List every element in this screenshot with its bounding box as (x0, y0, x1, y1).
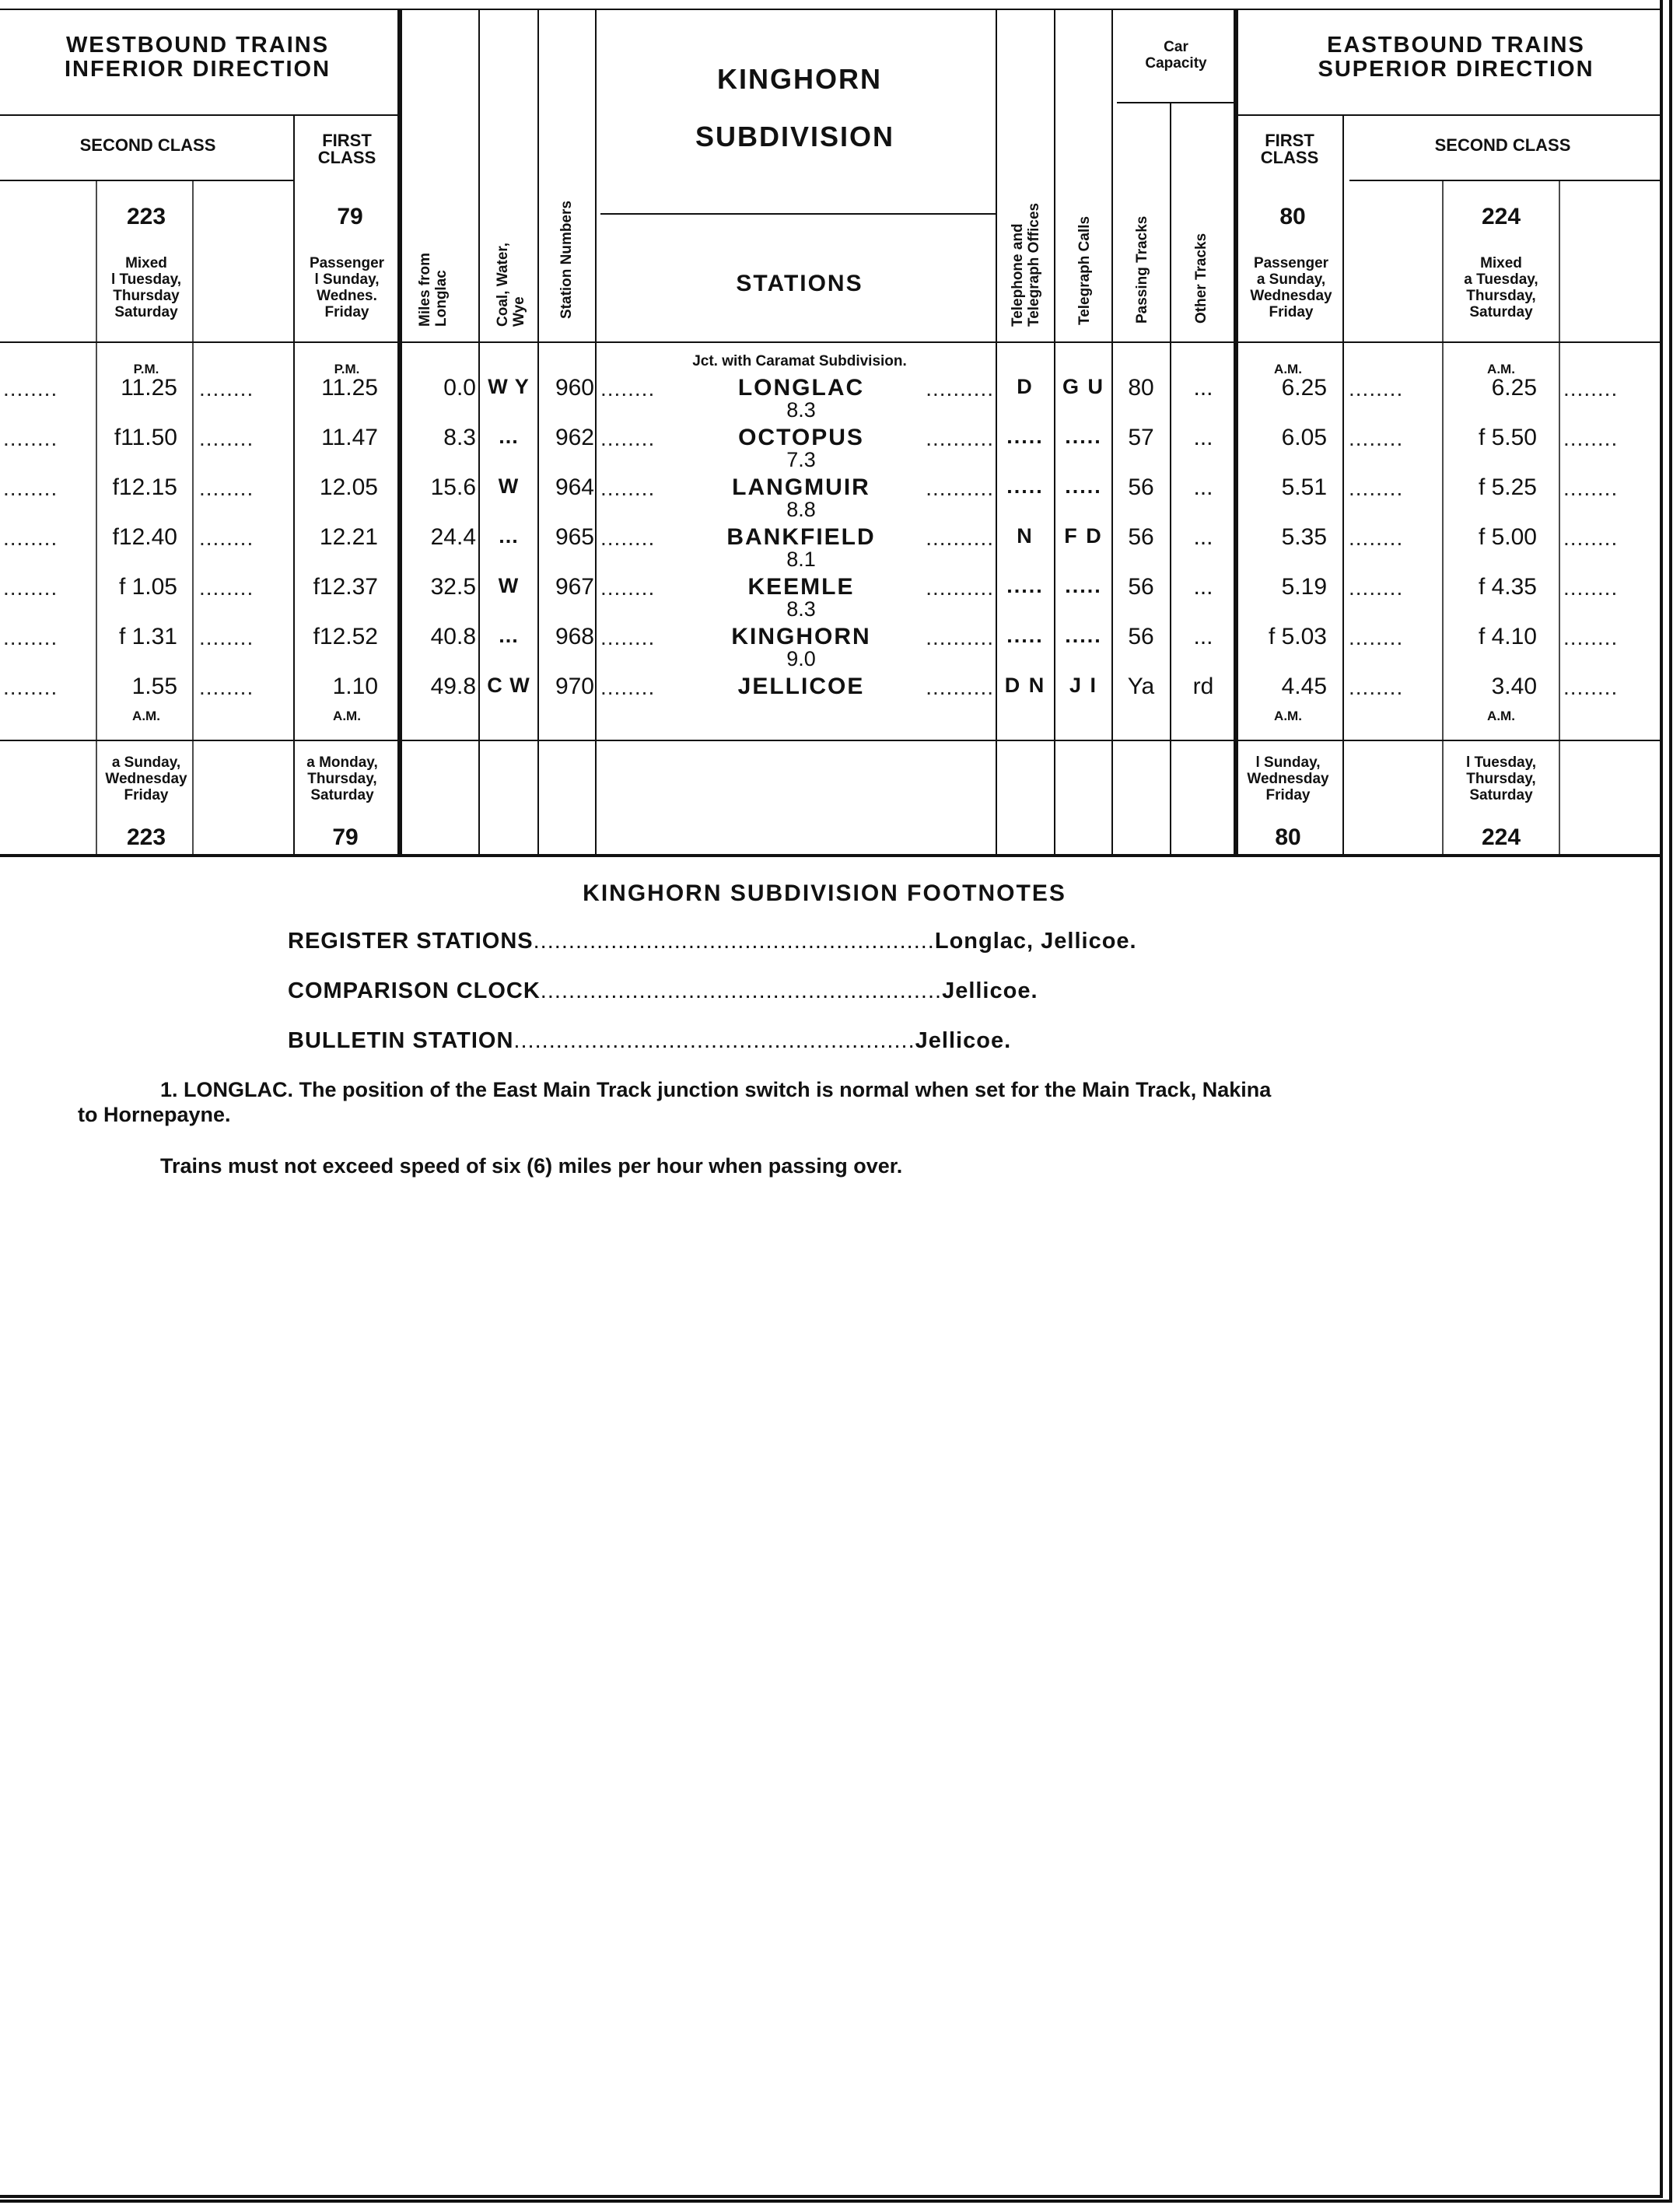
train-80-time: 5.19 (1281, 574, 1327, 600)
miles-value: 8.3 (443, 425, 476, 450)
station-name: OCTOPUS (738, 425, 864, 450)
telegraph-call-code: ..... (1065, 624, 1102, 647)
telephone-office-code: N (1017, 524, 1034, 548)
train-224-footer-days: l Tuesday, Thursday, Saturday (1465, 754, 1537, 803)
passing-tracks-value: 56 (1128, 524, 1154, 550)
dots-leader: ........ (199, 625, 254, 649)
train-224-time: f 5.50 (1478, 425, 1537, 450)
comparison-clock-line: COMPARISON CLOCK.........................................................Jellicoe. (288, 978, 1038, 1003)
train-223-time: f 1.31 (118, 624, 177, 649)
subdivision-title: KINGHORN (717, 63, 882, 95)
miles-value: 0.0 (443, 375, 476, 401)
station-name: LONGLAC (737, 375, 865, 401)
station-number: 970 (555, 674, 594, 699)
train-223-footer-number: 223 (126, 824, 166, 850)
other-tracks-value: ... (1193, 574, 1213, 600)
train-224-time: f 5.00 (1478, 524, 1537, 550)
train-223-time: f 1.05 (118, 574, 177, 600)
am-bottom-79: A.M. (333, 709, 361, 723)
dots-leader: ........ (600, 576, 656, 600)
dots-leader: ........ (1563, 426, 1619, 450)
train-223-time: f12.15 (112, 474, 177, 500)
dots-leader: ........ (199, 426, 254, 450)
dots-leader: ........ (600, 526, 656, 550)
distance-to-next: 9.0 (786, 647, 816, 670)
train-80-number: 80 (1279, 204, 1306, 229)
pm-label-79: P.M. (334, 362, 360, 376)
coal-water-heading: Coal, Water, Wye (495, 242, 527, 327)
train-224-time: f 4.35 (1478, 574, 1537, 600)
train-223-number: 223 (126, 204, 166, 229)
passing-tracks-value: 80 (1128, 375, 1154, 401)
subdivision-title-2: SUBDIVISION (695, 121, 895, 152)
dots-leader: .......... (926, 476, 994, 500)
passing-tracks-value: 57 (1128, 425, 1154, 450)
telegraph-call-code: F D (1064, 524, 1103, 548)
train-80-time: 5.51 (1281, 474, 1327, 500)
dots-leader: .......... (926, 376, 994, 401)
am-bottom-223: A.M. (132, 709, 160, 723)
junction-note: Jct. with Caramat Subdivision. (692, 353, 907, 369)
station-number: 967 (555, 574, 594, 600)
am-label-80: A.M. (1274, 362, 1302, 376)
train-223-time: f11.50 (114, 425, 177, 450)
passing-tracks-value: 56 (1128, 474, 1154, 500)
train-80-time: 5.35 (1281, 524, 1327, 550)
train-224-footer-number: 224 (1481, 824, 1521, 850)
second-class-east: SECOND CLASS (1434, 135, 1571, 155)
dots-leader: ........ (199, 476, 254, 500)
coal-water-value: W (498, 474, 520, 498)
dots-leader: ........ (199, 576, 254, 600)
station-numbers-heading: Station Numbers (558, 200, 575, 319)
station-name: JELLICOE (737, 674, 865, 699)
footnotes-title: KINGHORN SUBDIVISION FOOTNOTES (583, 880, 1066, 906)
telephone-heading: Telephone and Telegraph Offices (1010, 202, 1042, 327)
dots-leader: ........ (3, 576, 58, 600)
am-label-224: A.M. (1487, 362, 1515, 376)
miles-value: 49.8 (430, 674, 476, 699)
station-name: BANKFIELD (726, 524, 876, 550)
train-224-time: f 4.10 (1478, 624, 1537, 649)
train-79-footer-number: 79 (332, 824, 359, 850)
dots-leader: ........ (1349, 426, 1404, 450)
dots-leader: .......... (926, 576, 994, 600)
second-class-west: SECOND CLASS (79, 135, 216, 155)
footnote-1-line-2: to Hornepayne. (78, 1103, 231, 1126)
station-number: 962 (555, 425, 594, 450)
miles-value: 15.6 (430, 474, 476, 500)
miles-value: 40.8 (430, 624, 476, 649)
train-79-number: 79 (337, 204, 363, 229)
passing-tracks-value: Ya (1127, 674, 1155, 699)
dots-leader: ........ (600, 625, 656, 649)
dots-leader: ........ (1563, 625, 1619, 649)
coal-water-value: W (498, 574, 520, 597)
train-80-time: 6.25 (1281, 375, 1327, 401)
telephone-office-code: D (1017, 375, 1034, 398)
train-224-time: f 5.25 (1478, 474, 1537, 500)
train-224-time: 6.25 (1491, 375, 1537, 401)
train-80-footer-days: l Sunday, Wednesday Friday (1247, 754, 1329, 803)
dots-leader: .......... (926, 526, 994, 550)
train-79-time: 1.10 (332, 674, 378, 699)
train-79-time: f12.37 (313, 574, 378, 600)
telephone-office-code: ..... (1006, 574, 1044, 597)
dots-leader: ........ (1563, 526, 1619, 550)
miles-heading: Miles from Longlac (417, 252, 450, 327)
train-79-time: 11.25 (321, 375, 378, 401)
train-224-number: 224 (1481, 204, 1521, 229)
dots-leader: ........ (600, 675, 656, 699)
train-80-days: Passenger a Sunday, Wednesday Friday (1250, 255, 1332, 320)
train-80-time: 6.05 (1281, 425, 1327, 450)
train-79-days: Passenger l Sunday, Wednes. Friday (309, 255, 385, 320)
dots-leader: ........ (3, 426, 58, 450)
train-80-time: 4.45 (1281, 674, 1327, 699)
train-224-time: 3.40 (1491, 674, 1537, 699)
dots-leader: ........ (1563, 675, 1619, 699)
passing-tracks-value: 56 (1128, 574, 1154, 600)
first-class-west: FIRST CLASS (317, 131, 376, 167)
telegraph-call-code: ..... (1065, 474, 1102, 498)
coal-water-value: C W (487, 674, 530, 697)
telephone-office-code: ..... (1006, 425, 1044, 448)
coal-water-value: W Y (488, 375, 530, 398)
station-number: 964 (555, 474, 594, 500)
distance-to-next: 8.8 (786, 498, 816, 521)
distance-to-next: 7.3 (786, 448, 816, 471)
miles-value: 32.5 (430, 574, 476, 600)
other-tracks-value: ... (1193, 425, 1213, 450)
coal-water-value: ... (499, 524, 519, 548)
telegraph-calls-heading: Telegraph Calls (1076, 215, 1093, 325)
dots-leader: ........ (1563, 376, 1619, 401)
other-tracks-value: ... (1193, 375, 1213, 401)
station-name: LANGMUIR (732, 474, 870, 500)
bulletin-station-line: BULLETIN STATION.........................................................Jellicoe. (288, 1028, 1012, 1053)
station-number: 960 (555, 375, 594, 401)
dots-leader: ........ (199, 376, 254, 401)
dots-leader: ........ (3, 526, 58, 550)
telegraph-call-code: ..... (1065, 425, 1102, 448)
dots-leader: ........ (1349, 376, 1404, 401)
am-bottom-80: A.M. (1274, 709, 1302, 723)
train-79-footer-days: a Monday, Thursday, Saturday (306, 754, 378, 803)
telephone-office-code: ..... (1006, 624, 1044, 647)
telegraph-call-code: G U (1062, 375, 1105, 398)
dots-leader: ........ (3, 675, 58, 699)
dots-leader: ........ (1563, 476, 1619, 500)
dots-leader: ........ (199, 675, 254, 699)
coal-water-value: ... (499, 624, 519, 647)
dots-leader: ........ (199, 526, 254, 550)
passing-tracks-heading: Passing Tracks (1134, 215, 1150, 324)
other-tracks-value: ... (1193, 624, 1213, 649)
train-79-time: 12.05 (319, 474, 378, 500)
station-name: KINGHORN (731, 624, 871, 649)
dots-leader: ........ (3, 625, 58, 649)
dots-leader: ........ (600, 426, 656, 450)
dots-leader: ........ (3, 376, 58, 401)
coal-water-value: ... (499, 425, 519, 448)
miles-value: 24.4 (430, 524, 476, 550)
dots-leader: ........ (1349, 625, 1404, 649)
telegraph-call-code: ..... (1065, 574, 1102, 597)
dots-leader: .......... (926, 675, 994, 699)
station-number: 968 (555, 624, 594, 649)
train-223-days: Mixed l Tuesday, Thursday Saturday (110, 255, 182, 320)
other-tracks-heading: Other Tracks (1193, 233, 1209, 324)
telephone-office-code: D N (1004, 674, 1046, 697)
register-stations-line: REGISTER STATIONS.........................................................Longlac, Jellicoe. (288, 929, 1137, 954)
dots-leader: ........ (1349, 675, 1404, 699)
distance-to-next: 8.3 (786, 398, 816, 422)
train-223-time: 11.25 (121, 375, 177, 401)
eastbound-title: EASTBOUND TRAINS SUPERIOR DIRECTION (1318, 33, 1594, 82)
dots-leader: ........ (600, 376, 656, 401)
am-bottom-224: A.M. (1487, 709, 1515, 723)
train-79-time: 12.21 (319, 524, 378, 550)
train-223-footer-days: a Sunday, Wednesday Friday (105, 754, 187, 803)
other-tracks-value: ... (1193, 524, 1213, 550)
dots-leader: ........ (1349, 526, 1404, 550)
train-79-time: f12.52 (313, 624, 378, 649)
footnote-1-line-1: 1. LONGLAC. The position of the East Main Track junction switch is normal when set for the Main Track, Nakina (160, 1078, 1272, 1101)
dots-leader: .......... (926, 426, 994, 450)
train-223-time: 1.55 (131, 674, 177, 699)
pm-label-223: P.M. (133, 362, 159, 376)
footnote-2: Trains must not exceed speed of six (6) miles per hour when passing over. (160, 1154, 903, 1178)
train-224-days: Mixed a Tuesday, Thursday, Saturday (1464, 255, 1538, 320)
dots-leader: ........ (1349, 476, 1404, 500)
dots-leader: ........ (3, 476, 58, 500)
train-79-time: 11.47 (321, 425, 378, 450)
train-80-footer-number: 80 (1275, 824, 1301, 850)
other-tracks-value: ... (1193, 474, 1213, 500)
dots-leader: .......... (926, 625, 994, 649)
passing-tracks-value: 56 (1128, 624, 1154, 649)
other-tracks-value: rd (1192, 674, 1214, 699)
dots-leader: ........ (600, 476, 656, 500)
stations-heading: STATIONS (736, 271, 863, 296)
telegraph-call-code: J I (1069, 674, 1098, 697)
first-class-east: FIRST CLASS (1260, 131, 1319, 167)
train-80-time: f 5.03 (1268, 624, 1327, 649)
distance-to-next: 8.3 (786, 597, 816, 621)
distance-to-next: 8.1 (786, 548, 816, 571)
telephone-office-code: ..... (1006, 474, 1044, 498)
train-223-time: f12.40 (112, 524, 177, 550)
westbound-title: WESTBOUND TRAINS INFERIOR DIRECTION (64, 33, 331, 82)
dots-leader: ........ (1349, 576, 1404, 600)
car-capacity-heading: Car Capacity (1145, 39, 1207, 72)
station-name: KEEMLE (747, 574, 855, 600)
dots-leader: ........ (1563, 576, 1619, 600)
station-number: 965 (555, 524, 594, 550)
